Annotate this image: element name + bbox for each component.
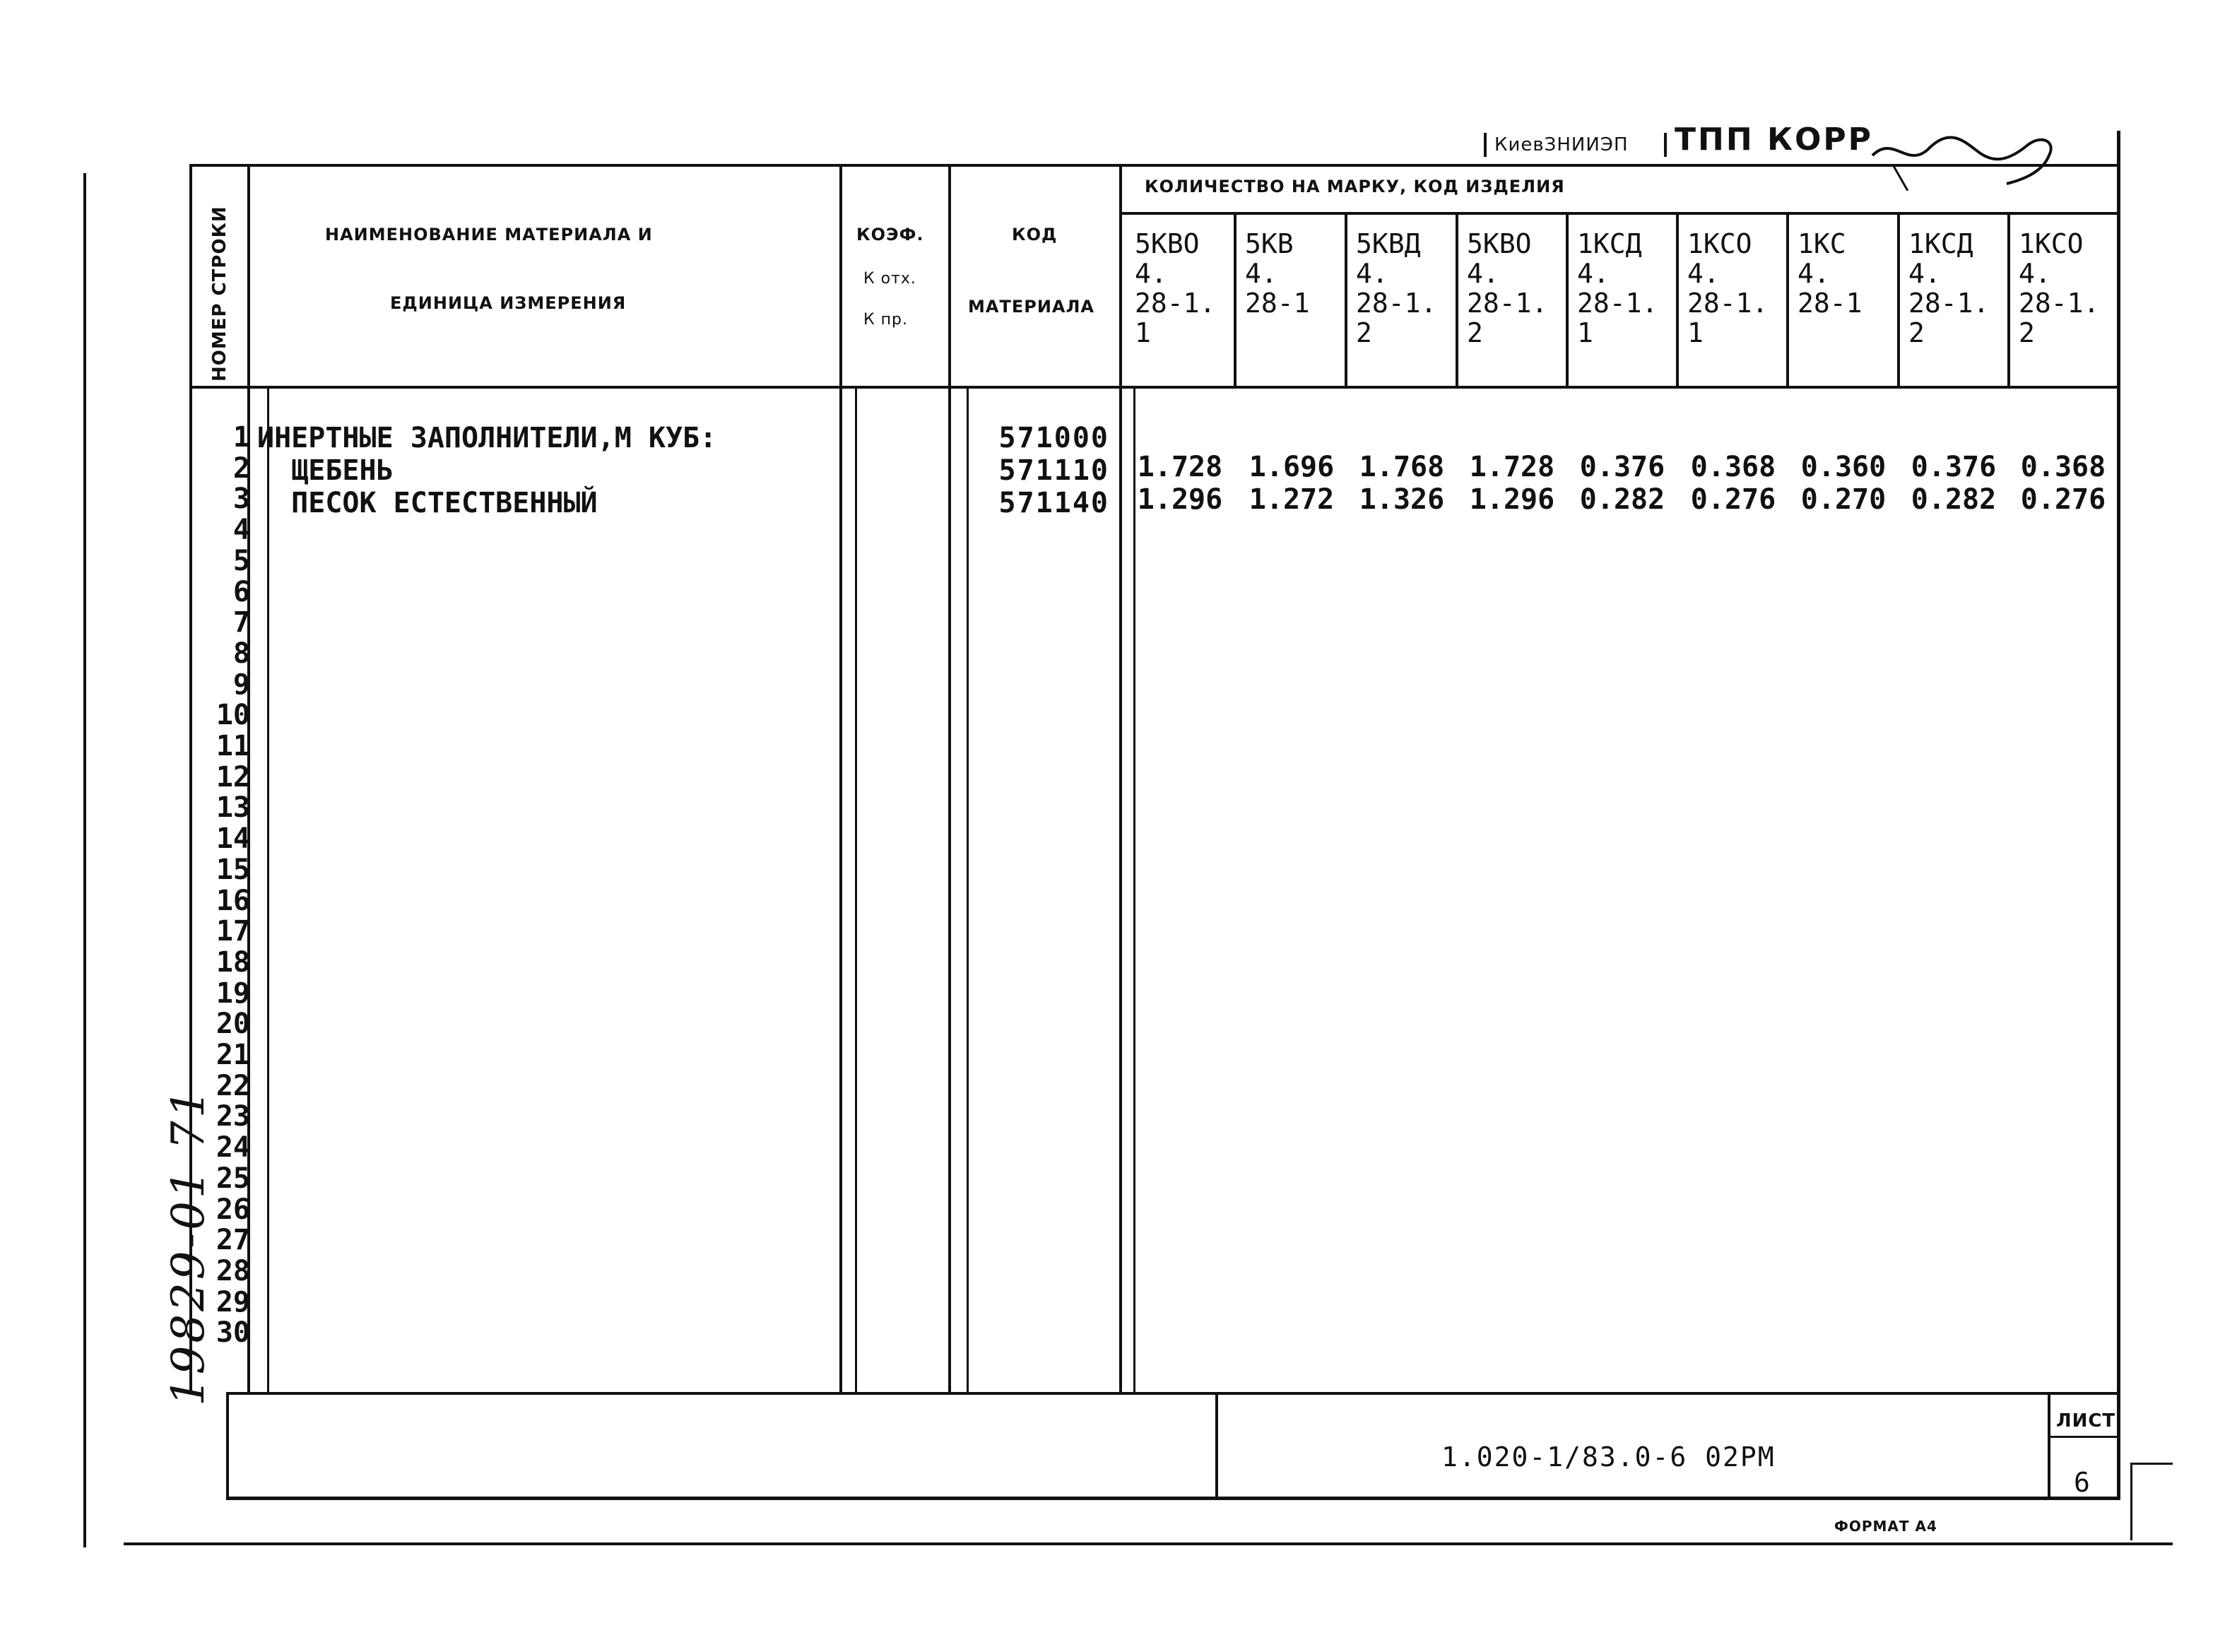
table-cell: 1.272 (1249, 483, 1335, 516)
format-label: ФОРМАТ А4 (1834, 1518, 1937, 1535)
stamp-tick-1 (1484, 133, 1487, 157)
signature-image (1865, 113, 2077, 191)
sheet-label: ЛИСТ (2056, 1410, 2116, 1432)
col-line-name (839, 167, 842, 1393)
table-cell: 0.376 (1911, 451, 1997, 483)
col-line-name-left (267, 389, 269, 1392)
material-code: 571110 (998, 454, 1109, 487)
footer-left (226, 1392, 229, 1498)
quantity-header-line (1122, 212, 2118, 215)
bottom-border (124, 1542, 2173, 1545)
table-cell: 0.360 (1800, 451, 1887, 483)
row-number: 17 (216, 915, 250, 948)
stamp-org: КиевЗНИИЭП (1494, 134, 1629, 155)
row-number: 22 (216, 1069, 250, 1102)
row-number: 30 (216, 1316, 250, 1350)
row-number: 26 (216, 1193, 250, 1226)
table-cell: 0.282 (1911, 483, 1997, 516)
row-number: 3 (232, 483, 250, 516)
material-name: ПЕСОК ЕСТЕСТВЕННЫЙ (257, 487, 598, 519)
product-header-2: 5КВ 4. 28-1 (1245, 228, 1310, 319)
table-cell: 0.276 (2020, 483, 2106, 516)
col-line-code (1119, 167, 1122, 1393)
stamp-tick-2 (1664, 133, 1667, 157)
row-number: 12 (216, 760, 250, 793)
product-header-3: 5КВД 4. 28-1. 2 (1356, 228, 1437, 348)
table-cell: 0.368 (2020, 451, 2106, 483)
row-number: 24 (216, 1131, 250, 1164)
document-code: 1.020-1/83.0-6 02РМ (1441, 1441, 1776, 1473)
table-top-border (189, 164, 2118, 167)
header-code-line1: КОД (1012, 225, 1058, 244)
row-number: 23 (216, 1100, 250, 1133)
col-line-coef (948, 167, 951, 1393)
table-cell: 1.326 (1359, 483, 1445, 516)
product-header-9: 1КСО 4. 28-1. 2 (2019, 228, 2100, 348)
row-number: 27 (216, 1224, 250, 1257)
footer-bottom (226, 1497, 2120, 1500)
header-name-line2: ЕДИНИЦА ИЗМЕРЕНИЯ (390, 293, 627, 313)
row-number: 7 (232, 606, 250, 639)
table-cell: 1.728 (1137, 451, 1223, 483)
footer-divider (1215, 1392, 1218, 1498)
row-number: 18 (216, 945, 250, 979)
margin-handwritten-note: 19829-01 71 (163, 1086, 215, 1406)
row-number: 2 (232, 452, 250, 485)
sheet-box-mid (2048, 1436, 2118, 1438)
right-edge-fragment-v (2130, 1463, 2132, 1540)
product-header-5: 1КСД 4. 28-1. 1 (1577, 228, 1658, 348)
product-header-6: 1КСО 4. 28-1. 1 (1687, 228, 1769, 348)
product-header-4: 5КВО 4. 28-1. 2 (1467, 228, 1548, 348)
left-border (83, 173, 86, 1547)
row-number: 4 (232, 514, 250, 547)
material-code: 571000 (998, 422, 1109, 454)
header-coef-line2: К отх. (863, 270, 916, 288)
sheet-number: 6 (2074, 1467, 2090, 1498)
row-number: 11 (216, 730, 250, 763)
row-number: 15 (216, 853, 250, 886)
header-quantity: КОЛИЧЕСТВО НА МАРКУ, КОД ИЗДЕЛИЯ (1145, 177, 1565, 196)
row-number: 20 (216, 1008, 250, 1041)
row-number: 10 (216, 699, 250, 732)
header-code-line2: МАТЕРИАЛА (968, 297, 1094, 317)
row-number: 21 (216, 1039, 250, 1072)
header-bottom-border (189, 386, 2118, 389)
stamp-org-code: ТПП КОРР (1675, 122, 1873, 158)
table-cell: 0.376 (1579, 451, 1665, 483)
row-number: 5 (232, 544, 250, 577)
product-header-8: 1КСД 4. 28-1. 2 (1908, 228, 1990, 348)
row-number: 6 (232, 575, 250, 608)
material-name: ИНЕРТНЫЕ ЗАПОЛНИТЕЛИ,М КУБ: (257, 422, 717, 454)
row-number: 13 (216, 791, 250, 825)
row-number: 9 (232, 668, 250, 701)
table-cell: 0.276 (1690, 483, 1776, 516)
header-coef-line1: КОЭФ. (856, 225, 924, 244)
material-name: ЩЕБЕНЬ (257, 454, 394, 487)
row-number: 14 (216, 822, 250, 856)
product-header-1: 5КВО 4. 28-1. 1 (1135, 228, 1216, 348)
row-number: 1 (232, 421, 250, 454)
row-number: 19 (216, 977, 250, 1010)
header-row-number: НОМЕР СТРОКИ (209, 206, 230, 382)
row-number: 8 (232, 637, 250, 670)
table-cell: 0.270 (1800, 483, 1887, 516)
right-edge-fragment (2130, 1463, 2173, 1465)
header-coef-line3: К пр. (863, 311, 908, 329)
row-number: 29 (216, 1285, 250, 1318)
footer-top (226, 1392, 2120, 1395)
table-cell: 0.368 (1690, 451, 1776, 483)
table-cell: 1.696 (1249, 451, 1335, 483)
header-name-line1: НАИМЕНОВАНИЕ МАТЕРИАЛА И (325, 225, 653, 244)
sheet-box-left (2048, 1392, 2050, 1498)
col-line-code-b (1133, 389, 1135, 1392)
table-cell: 1.296 (1469, 483, 1555, 516)
row-number: 28 (216, 1254, 250, 1287)
material-code: 571140 (998, 487, 1109, 519)
row-number: 16 (216, 884, 250, 917)
table-cell: 1.768 (1359, 451, 1445, 483)
product-header-7: 1КС 4. 28-1 (1798, 228, 1863, 319)
table-cell: 1.296 (1137, 483, 1223, 516)
row-number: 25 (216, 1162, 250, 1195)
table-cell: 0.282 (1579, 483, 1665, 516)
table-cell: 1.728 (1469, 451, 1555, 483)
col-line-name-b (855, 389, 857, 1392)
col-line-coef-b (967, 389, 969, 1392)
